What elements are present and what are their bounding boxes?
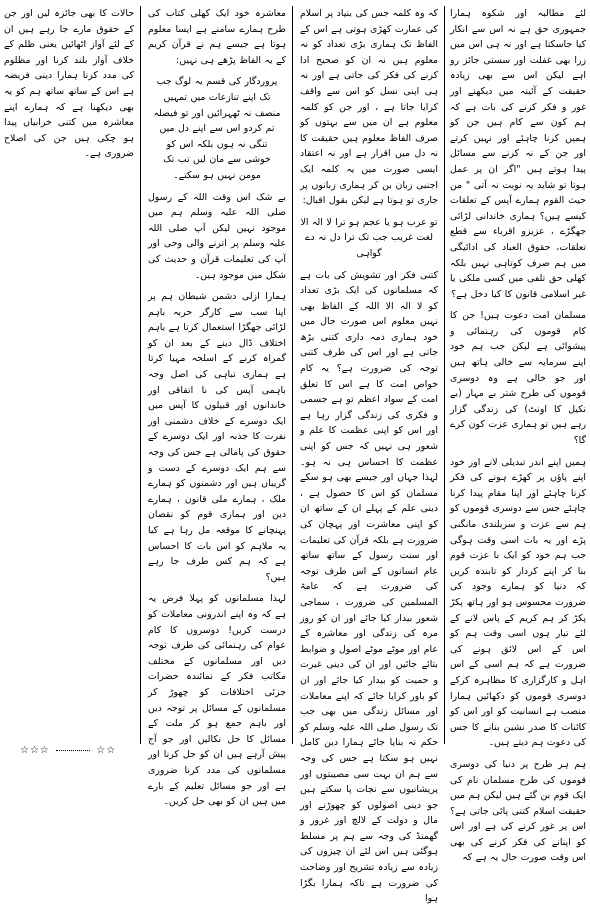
paragraph: لہذا مسلمانوں کو پہلا فرض یہ ہے کہ وہ اپنے اندرونی معاملات کو درست کریں! دوسروں کا کام عوام کی رہنمائی کی طرف توجہ دیں اور مسلمانوں کے مختلف مکاتب فکر کے نمائندہ حضرات جزئی اختلافات کو چھوڑ کر مسلمانوں کے مسائل پر توجہ دیں اور باہم جمع ہو کر ملت کے مسائل کا حل نکالیں اور جو آج پیش آرہے ہیں ان کو حل کرنا اور مسلمانوں کی مدد کرنا ضروری ہے اور جو مسائل تعلیم کے بارے میں ہیں ان کو بھی حل کریں۔ — [148, 593, 286, 808]
paragraph: مسلمان امت دعوت ہیں! جن کا کام قوموں کی رہنمائی و پیشوائی ہے لیکن جب ہم خود اپنے سرمایہ سے خالی ہاتھ ہیں اور جو خالی ہے وہ دوسری قوموں کی طرح شتر بے مہار (بے نکیل کا اونٹ) کی زندگی گزار رہے ہیں تو ہماری عزت کون کرے گا؟ — [450, 310, 586, 447]
dotted-separator — [56, 750, 90, 751]
column-divider — [140, 6, 141, 744]
end-marker — [20, 745, 130, 756]
paragraph: لئے مطالبہ اور شکوہ ہمارا جمہوری حق ہے نہ اس سے انکار کیا جاسکتا ہے اور نہ ہی اس میں زرا بھی غفلت اور سستی جائز رو اہے لیکن اس سے بھی زیادہ حقیقت کے آئینہ میں دیکھنے اور غور و فکر کرنے کی بات ہے کہ ہم کون سے کام ہیں جن کو ہمیں کرنا چاہئے اور نہیں کرتے اور جن کے نہ کرنے سے مسائل پیدا ہوتے ہیں "اگر ان پر عمل ہوتا تو شاید یہ نوبت نہ آتی " من حیث القوم ہمارے آپس کے تعلقات کیسے ہیں؟ ہماری خاندانی لڑائی جھگڑے ، عزیزو اقرباء سے قطع تعلقات، حقوق العباد کی ادائیگی میں ہم صرف کوتاہی نہیں بلکہ کھلی حق تلفی میں کسی ملکی یا غیر اسلامی قانون کا کیا دخل ہے؟ — [450, 8, 586, 300]
paragraph: ہمارا ازلی دشمن شیطان ہم پر اپنا سب سے کارگر حربہ باہم لڑائی جھگڑا استعمال کرتا ہے باہم اختلاف ڈال دینے کے بعد ان کو گمراہ کرنے کے اسلحہ مہیا کرتا ہے ہماری تباہی کی اصل وجہ باہمی آپس کی نا اتفاقی اور خاندانوں اور قبیلوں کا آپس میں ایک دوسرے کے خلاف دشمنی اور نفرت کا جذبہ اور ایک دوسرے کے حقوق کی پامالی ہے جس کی وجہ سے ہم ایک دوسرے کے دست و گریباں ہیں اور دشمنوں کو ہمارے ملک ، ہمارے ملی قانون ، ہمارے دین اور ہماری قوم کو نقصان پہنچانے کا موقعہ مل رہا ہے کیا یہ ملاہم کو اس بات کا احساس ہے کہ ہم کس طرف جا رہے ہیں؟ — [148, 291, 286, 583]
column-2 — [300, 6, 438, 905]
column-4 — [4, 6, 134, 744]
star-icon: ☆☆☆ — [20, 745, 50, 756]
poetry-couplet — [300, 215, 438, 262]
paragraph: کہ وہ کلمہ جس کی بنیاد پر اسلام کی عمارت کھڑی ہوتی ہے اس کے الفاظ تک ہماری بڑی تعداد کو نہ معلوم ہیں نہ ان کو صحیح ادا کرنے کی فکر کی جاتی ہے اور نہ ہی اپنی نسل کو اس سے واقف کرایا جاتا ہے ، اور جن کو کلمہ معلوم ہے ان میں سے بہتوں کو صرف الفاظ معلوم ہیں حقیقت کا نہ دل میں اقرار ہے اور نہ اعتقاد ایسی صورت میں یہ کلمہ ایک اجنبی زبان بن کر ہماری زبانوں پر جاری تو ہوتا ہے لیکن بقول اقبال: — [300, 8, 438, 207]
column-divider — [444, 6, 445, 744]
paragraph: معاشرہ خود ایک کھلی کتاب کی طرح ہمارے سامنے ہے ایسا معلوم ہوتا ہے جیسے ہم نے قرآن کریم کے یہ الفاظ پڑھے ہی نہیں: — [148, 8, 286, 66]
star-icon: ☆☆ — [96, 745, 117, 756]
couplet-line: لغت غریب جب تک ترا دل نہ دے گواہی — [305, 232, 433, 259]
column-1 — [450, 6, 586, 864]
couplet-line: تو عرب ہو یا عجم ہو ترا لا الہ الا — [300, 216, 438, 228]
quran-verse-translation: پروردگار کی قسم یہ لوگ جب تک اپنے تنازعات میں تمہیں منصف نہ ٹھہرائیں اور تو فیصلہ تم کردو اس سے اپنے دل میں تنگی نہ ہوں بلکہ اس کو خوشی سے مان لیں تب تک مومن نہیں ہو سکتے۔ — [153, 76, 281, 181]
column-divider — [292, 6, 293, 744]
paragraph: بے شک اس وقت اللہ کے رسول صلی اللہ علیہ وسلم ہم میں موجود نہیں لیکن آپ صلی اللہ علیہ وسلم پر اترنے والی وحی اور آپ کی تعلیمات قرآن و حدیث کی شکل میں موجود ہیں۔ — [148, 191, 286, 281]
paragraph: کتنی فکر اور تشویش کی بات ہے کہ مسلمانوں کی ایک بڑی تعداد کو لا الہ الا اللہ کے الفاظ بھی نہیں معلوم اس صورت حال میں خود ہماری ذمہ داری کتنی بڑھ جاتی ہے اور اس کی طرف کتنی توجہ کی ضرورت ہے؟ یہ کام خواص امت کا ہے اس کا تعلق امت کے سواد اعظم تو ہے جسمی و فکری کی زندگی گزار رہا ہے اور اس کو اپنی عظمت کا علم و شعور ہی نہیں کہ جس کو اپنی عظمت کا احساس ہی نہ ہو۔ لہذا جہاں اور جیسے بھی ہو سکے مسلمان کو اس کا حصول ہے ، دینی علم کے پہلے ان کے ساتھ ان کو اپنی معاشرت اور پہچان کی ضرورت ہے بلکہ قرآن کی تعلیمات اور سنت رسول کے ساتھ ساتھ عام انسانوں کے اس طرف توجہ کی ضرورت ہے کہ عامۃ المسلمین کی ضرورت ، سماجی شعور بیدار کیا جائے اور ان کو روز مرہ کی زندگی اور معاشرہ کے عام اور موٹے موٹے اصول و ضوابط بتائے جائیں اور ان کی دینی غیرت و حمیت کو بیدار کیا جائے اور ان کو باور کرایا جائے کہ اپنے معاملات اور مسائل زندگی میں بھی جب تک رسول صلی اللہ علیہ وسلم کو حکم نہ بنایا جائے ہمارا دین کامل نہیں ہو سکتا ہے جس کی وجہ سے ہم ان بہت سی مصیبتوں اور پریشانیوں سے نجات پا سکتے ہیں جو دینی اصولوں کو چھوڑنے اور مال و دولت کے لالچ اور غرور و گھمنڈ کی وجہ سے ہم پر مسلط ہوگئی ہیں اس لئے ان چیزوں کی زیادہ سے زیادہ تشریح اور وضاحت کی ضرورت ہے تاکہ ہمارا بگڑا ہوا — [300, 269, 438, 905]
paragraph: ہم ہر طرح پر دنیا کی دوسری قوموں کی طرح مسلمان نام کی ایک قوم بن گئے ہیں لیکن ہم میں حقیقت اسلام کتنی پائی جاتی ہے؟ اس پر غور کرنے کی ہے اور اس کو اپنانے کی فکر کرنے کی بھی اس وقت صورت حال یہ ہے کہ — [450, 758, 586, 864]
paragraph: ہمیں اپنے اندر تبدیلی لانے اور خود اپنے پاؤں پر کھڑے ہونے کی فکر کرنا چاہئے اور اپنا مقام پیدا کرنا چاہئے جس سے دوسری قوموں کو ہم سے عزت و سربلندی مانگنی پڑے اور یہ بات اسی وقت ہوگی جب ہم خود کو ایک با عزت قوم بنا کر اپنے کردار کو تابندہ کریں کہ دنیا کو ہمارے وجود کی ضرورت محسوس ہو اور ہاتھ پکڑ پکڑ کر ہم کریم کے پاس لانے کے لئے تیار ہوں اسی وقت ہم کو اس کے اس لائق ہونے کی ضرورت ہے کہ ہم اسی کے اس اہل و کارگزاری کا مظاہرہ کرکے دوسری قوموں کو دکھائیں ہمارا منصب ہے انسانیت کو اور اس کو کائنات کا صدر نشین بنانے کا جس کی دعوت ہم دیتے ہیں۔ — [450, 456, 586, 749]
paragraph: حالات کا بھی جائزہ لیں اور جن کے حقوق مارے جا رہے ہیں ان کے لئے آواز اٹھائیں یعنی ظلم کے خلاف آواز بلند کرنا اور مظلوم کی مدد کرنا ہمارا دینی فریضہ ہے اس کے ساتھ ساتھ ہم کو یہ بھی دیکھنا ہے کہ ہمارے اپنے معاشرہ میں کتنی خرابیاں پیدا ہو چکی ہیں جن کی اصلاح ضروری ہے۔ — [4, 8, 134, 160]
column-3 — [148, 6, 286, 808]
